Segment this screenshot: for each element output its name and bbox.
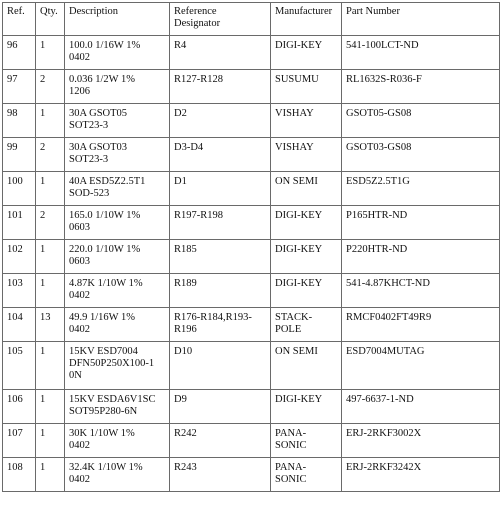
- cell-manufacturer: [271, 240, 342, 274]
- cell-manufacturer-line: DIGI-KEY: [275, 394, 323, 405]
- cell-description-line: 100.0 1/16W 1%: [69, 40, 141, 51]
- cell-description-line: 0.036 1/2W 1%: [69, 74, 136, 85]
- cell-manufacturer-line: ON SEMI: [275, 346, 318, 357]
- cell-description: [65, 70, 170, 104]
- cell-description-line: 15KV ESD7004: [69, 346, 138, 357]
- cell-description-line: 0N: [69, 370, 82, 381]
- cell-part-number: [342, 342, 500, 390]
- cell-ref-text: 96: [7, 40, 18, 51]
- cell-reference-designator-line: R197-R198: [174, 210, 224, 221]
- cell-qty: [36, 274, 65, 308]
- cell-part-number: [342, 308, 500, 342]
- cell-qty-text: 1: [40, 462, 46, 473]
- header-ref: Ref.: [3, 3, 36, 36]
- cell-reference-designator: [170, 206, 271, 240]
- table-row: [3, 308, 500, 342]
- cell-reference-designator-line: D3-D4: [174, 142, 204, 153]
- cell-manufacturer-line: PANA-: [275, 462, 307, 473]
- cell-description-line: 30A GSOT05: [69, 108, 128, 119]
- cell-description: [65, 458, 170, 492]
- cell-reference-designator-line: R176-R184,R193-: [174, 312, 252, 323]
- table-row: [3, 458, 500, 492]
- cell-part-number-text: GSOT03-GS08: [346, 142, 412, 153]
- cell-ref: [3, 206, 36, 240]
- cell-ref-text: 98: [7, 108, 18, 119]
- cell-part-number: [342, 138, 500, 172]
- cell-description-line: 30K 1/10W 1%: [69, 428, 135, 439]
- cell-qty: [36, 308, 65, 342]
- cell-part-number-text: ESD7004MUTAG: [346, 346, 425, 357]
- cell-qty: [36, 342, 65, 390]
- cell-description: [65, 274, 170, 308]
- cell-description: [65, 172, 170, 206]
- cell-ref: [3, 104, 36, 138]
- table-row: [3, 390, 500, 424]
- cell-manufacturer: [271, 458, 342, 492]
- cell-manufacturer: [271, 36, 342, 70]
- cell-reference-designator-line: D9: [174, 394, 187, 405]
- cell-ref: [3, 342, 36, 390]
- table-row: [3, 342, 500, 390]
- cell-part-number-text: ESD5Z2.5T1G: [346, 176, 410, 187]
- cell-description: [65, 36, 170, 70]
- cell-qty-text: 2: [40, 74, 46, 85]
- cell-manufacturer-line: SONIC: [275, 440, 307, 451]
- cell-part-number-text: 541-100LCT-ND: [346, 40, 419, 51]
- cell-description: [65, 240, 170, 274]
- cell-ref: [3, 274, 36, 308]
- cell-reference-designator-line: R127-R128: [174, 74, 224, 85]
- cell-qty-text: 1: [40, 428, 46, 439]
- table-row: [3, 274, 500, 308]
- cell-ref: [3, 458, 36, 492]
- cell-reference-designator-line: D2: [174, 108, 187, 119]
- cell-qty: [36, 138, 65, 172]
- cell-qty-text: 1: [40, 176, 46, 187]
- header-manufacturer: Manufacturer: [271, 3, 342, 36]
- cell-qty-text: 1: [40, 40, 46, 51]
- header-reference-designator: Reference Designator: [170, 3, 271, 36]
- cell-reference-designator: [170, 240, 271, 274]
- cell-description-line: SOT23-3: [69, 154, 109, 165]
- cell-reference-designator-line: D1: [174, 176, 187, 187]
- cell-manufacturer-line: ON SEMI: [275, 176, 318, 187]
- cell-qty: [36, 458, 65, 492]
- cell-manufacturer-line: STACK-: [275, 312, 313, 323]
- bom-table-container: [2, 2, 499, 492]
- cell-manufacturer: [271, 424, 342, 458]
- cell-description: [65, 206, 170, 240]
- cell-manufacturer-line: POLE: [275, 324, 302, 335]
- cell-description-line: 4.87K 1/10W 1%: [69, 278, 143, 289]
- cell-reference-designator: [170, 138, 271, 172]
- cell-manufacturer: [271, 172, 342, 206]
- cell-description-line: 40A ESD5Z2.5T1: [69, 176, 146, 187]
- cell-manufacturer: [271, 138, 342, 172]
- cell-part-number-text: P165HTR-ND: [346, 210, 408, 221]
- cell-ref-text: 101: [7, 210, 23, 221]
- cell-description: [65, 390, 170, 424]
- cell-manufacturer: [271, 70, 342, 104]
- cell-qty: [36, 36, 65, 70]
- cell-part-number: [342, 104, 500, 138]
- cell-description-line: 165.0 1/10W 1%: [69, 210, 141, 221]
- cell-description-line: DFN50P250X100-1: [69, 358, 155, 369]
- cell-manufacturer-line: SONIC: [275, 474, 307, 485]
- cell-description: [65, 424, 170, 458]
- cell-description-line: SOT95P280-6N: [69, 406, 138, 417]
- cell-description-line: 30A GSOT03: [69, 142, 128, 153]
- table-row: [3, 138, 500, 172]
- cell-reference-designator: [170, 274, 271, 308]
- cell-manufacturer-line: VISHAY: [275, 108, 314, 119]
- cell-reference-designator: [170, 390, 271, 424]
- header-description: Description: [65, 3, 170, 36]
- cell-qty-text: 1: [40, 108, 46, 119]
- cell-description-line: 15KV ESDA6V1SC: [69, 394, 156, 405]
- cell-ref-text: 105: [7, 346, 23, 357]
- cell-reference-designator: [170, 424, 271, 458]
- cell-description-line: 0402: [69, 290, 90, 301]
- cell-part-number: [342, 240, 500, 274]
- cell-description-line: 0402: [69, 474, 90, 485]
- cell-manufacturer: [271, 206, 342, 240]
- cell-description-line: 0402: [69, 440, 90, 451]
- cell-part-number-text: ERJ-2RKF3002X: [346, 428, 422, 439]
- cell-manufacturer-line: SUSUMU: [275, 74, 319, 85]
- cell-reference-designator: [170, 308, 271, 342]
- cell-ref-text: 108: [7, 462, 23, 473]
- cell-description-line: 49.9 1/16W 1%: [69, 312, 136, 323]
- cell-ref: [3, 240, 36, 274]
- cell-description: [65, 104, 170, 138]
- cell-ref-text: 97: [7, 74, 18, 85]
- cell-ref-text: 107: [7, 428, 23, 439]
- cell-description-line: SOT23-3: [69, 120, 109, 131]
- cell-part-number: [342, 172, 500, 206]
- cell-ref: [3, 308, 36, 342]
- cell-ref-text: 103: [7, 278, 23, 289]
- table-header-row: [3, 3, 500, 36]
- cell-reference-designator-line: R196: [174, 324, 197, 335]
- cell-description-line: 32.4K 1/10W 1%: [69, 462, 143, 473]
- cell-ref: [3, 70, 36, 104]
- cell-reference-designator: [170, 342, 271, 390]
- cell-qty-text: 13: [40, 312, 51, 323]
- cell-description-line: 0603: [69, 222, 90, 233]
- cell-manufacturer: [271, 390, 342, 424]
- cell-ref: [3, 36, 36, 70]
- cell-reference-designator-line: R242: [174, 428, 197, 439]
- cell-ref-text: 100: [7, 176, 23, 187]
- cell-reference-designator: [170, 104, 271, 138]
- cell-description-line: SOD-523: [69, 188, 110, 199]
- cell-manufacturer: [271, 274, 342, 308]
- cell-reference-designator: [170, 36, 271, 70]
- cell-part-number-text: RMCF0402FT49R9: [346, 312, 432, 323]
- cell-part-number: [342, 424, 500, 458]
- cell-part-number-text: RL1632S-R036-F: [346, 74, 422, 85]
- cell-ref: [3, 424, 36, 458]
- cell-part-number-text: 541-4.87KHCT-ND: [346, 278, 430, 289]
- cell-ref-text: 99: [7, 142, 18, 153]
- cell-part-number-text: P220HTR-ND: [346, 244, 408, 255]
- header-qty: Qty.: [36, 3, 65, 36]
- table-row: [3, 36, 500, 70]
- table-row: [3, 70, 500, 104]
- cell-qty-text: 2: [40, 142, 46, 153]
- cell-part-number: [342, 70, 500, 104]
- header-part-number: Part Number: [342, 3, 500, 36]
- cell-ref-text: 106: [7, 394, 23, 405]
- cell-description-line: 0603: [69, 256, 90, 267]
- cell-manufacturer-line: DIGI-KEY: [275, 210, 323, 221]
- cell-manufacturer-line: PANA-: [275, 428, 307, 439]
- cell-part-number: [342, 458, 500, 492]
- cell-manufacturer-line: VISHAY: [275, 142, 314, 153]
- cell-description: [65, 308, 170, 342]
- table-row: [3, 424, 500, 458]
- cell-reference-designator-line: R185: [174, 244, 197, 255]
- cell-qty: [36, 104, 65, 138]
- cell-description-line: 1206: [69, 86, 90, 97]
- cell-qty: [36, 390, 65, 424]
- cell-reference-designator: [170, 458, 271, 492]
- cell-ref: [3, 390, 36, 424]
- cell-part-number: [342, 36, 500, 70]
- cell-reference-designator-line: R4: [174, 40, 187, 51]
- cell-ref: [3, 172, 36, 206]
- cell-description-line: 0402: [69, 52, 90, 63]
- bill-of-materials-table: [2, 2, 500, 492]
- cell-qty-text: 1: [40, 278, 46, 289]
- cell-qty-text: 1: [40, 244, 46, 255]
- cell-description-line: 0402: [69, 324, 90, 335]
- cell-qty-text: 2: [40, 210, 46, 221]
- cell-qty: [36, 172, 65, 206]
- cell-qty: [36, 70, 65, 104]
- cell-ref-text: 102: [7, 244, 23, 255]
- cell-manufacturer: [271, 342, 342, 390]
- cell-description-line: 220.0 1/10W 1%: [69, 244, 141, 255]
- table-body: [3, 36, 500, 492]
- cell-reference-designator-line: R243: [174, 462, 197, 473]
- cell-qty: [36, 424, 65, 458]
- cell-qty: [36, 240, 65, 274]
- cell-ref: [3, 138, 36, 172]
- cell-description: [65, 138, 170, 172]
- cell-part-number-text: ERJ-2RKF3242X: [346, 462, 422, 473]
- cell-qty: [36, 206, 65, 240]
- cell-manufacturer-line: DIGI-KEY: [275, 278, 323, 289]
- cell-part-number: [342, 206, 500, 240]
- cell-manufacturer: [271, 308, 342, 342]
- table-row: [3, 104, 500, 138]
- table-row: [3, 172, 500, 206]
- cell-reference-designator: [170, 70, 271, 104]
- cell-reference-designator-line: R189: [174, 278, 197, 289]
- cell-description: [65, 342, 170, 390]
- cell-manufacturer-line: DIGI-KEY: [275, 244, 323, 255]
- cell-part-number-text: 497-6637-1-ND: [346, 394, 414, 405]
- cell-manufacturer-line: DIGI-KEY: [275, 40, 323, 51]
- cell-reference-designator: [170, 172, 271, 206]
- cell-part-number: [342, 274, 500, 308]
- table-row: [3, 206, 500, 240]
- cell-qty-text: 1: [40, 394, 46, 405]
- cell-reference-designator-line: D10: [174, 346, 193, 357]
- cell-part-number: [342, 390, 500, 424]
- cell-qty-text: 1: [40, 346, 46, 357]
- table-row: [3, 240, 500, 274]
- cell-manufacturer: [271, 104, 342, 138]
- cell-part-number-text: GSOT05-GS08: [346, 108, 412, 119]
- cell-ref-text: 104: [7, 312, 23, 323]
